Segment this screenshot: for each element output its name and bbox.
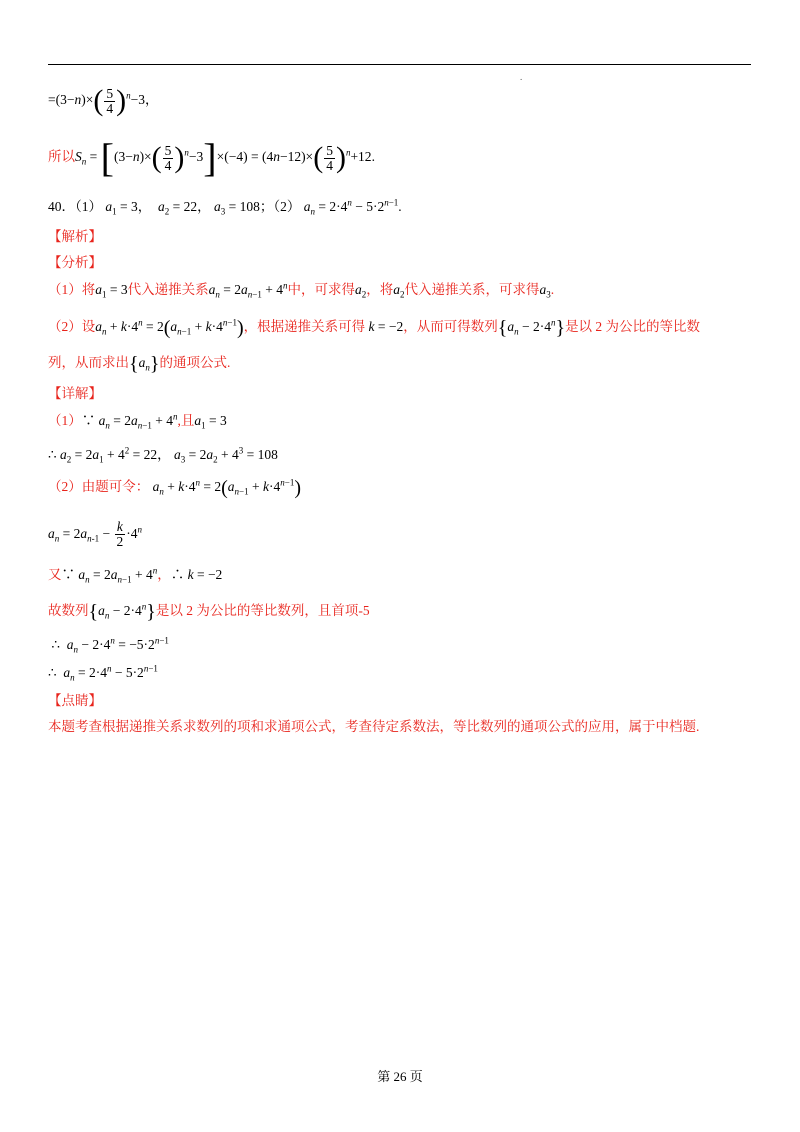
- analysis-1: （1）将$a_1 = 3$代入递推关系$a_n = 2a_{n-1} + 4^n$中，可求得$a_2$，将$a_2$代入递推关系，可求得$a_3$.: [48, 280, 555, 300]
- detail-6: 故数列$\{a_n - 2\cdot 4^n\}$是以 2 为公比的等比数列，且首项-5: [48, 600, 370, 623]
- detail-1: （1）∵ $a_n = 2a_{n-1} + 4^n$,且$a_1 = 3$: [48, 411, 227, 431]
- detail-4: $a_n = 2a_{n-1}$ − $\frac{k}{2}$ $\cdot 4^n$: [48, 519, 142, 549]
- formula-line-1: =(3−n)×( $\frac{5}{4}$ )$^n$−3，: [48, 84, 159, 117]
- comment-text: 本题考查根据递推关系求数列的项和求通项公式，考查待定系数法，等比数列的通项公式的应用，属于中档题.: [48, 719, 700, 734]
- answer-40: 40．（1） $a_1 = 3$， $a_2 = 22$， $a_3 = 108$；（2） $a_n = 2\cdot 4^n - 5\cdot 2^{n-1}$.: [48, 197, 402, 217]
- heading-xiangjie: 【详解】: [48, 386, 102, 401]
- header-rule: [48, 64, 751, 65]
- detail-8: ∴ $a_n = 2\cdot 4^n - 5\cdot 2^{n-1}$: [48, 663, 158, 683]
- header-dot: .: [520, 72, 523, 82]
- heading-fenxi: 【分析】: [48, 255, 102, 270]
- heading-dianjing: 【点睛】: [48, 693, 102, 708]
- page-footer: 第 26 页: [377, 1069, 423, 1084]
- analysis-2: （2）设$a_n + k\cdot 4^n = 2(a_{n-1} + k\cdot 4^{n-1})$，根据递推关系可得 k = −2，从而可得数列$\{a_n - 2\cdot 4^n\}$是以 2 为公比的等比数: [48, 316, 701, 339]
- detail-5: 又∵ $a_n = 2a_{n-1} + 4^n$，∴ k = −2: [48, 565, 223, 585]
- formula-line-2: 所以$S_n = [(3-n)\times$( $\frac{5}{4}$ )$^n$−3]×(−4) = (4n−12)×( $\frac{5}{4}$ )$^n$+12.: [48, 135, 375, 180]
- detail-2: ∴ $a_2 = 2a_1 + 4^2 = 22$， $a_3 = 2a_2 + 4^3 = 108$: [48, 445, 278, 465]
- heading-jiexi: 【解析】: [48, 229, 102, 244]
- analysis-2-cont: 列，从而求出$\{a_n\}$的通项公式.: [48, 352, 231, 375]
- detail-7: ∴ $a_n - 2\cdot 4^n = -5\cdot 2^{n-1}$: [48, 635, 169, 655]
- detail-3: （2）由题可令： $a_n + k\cdot 4^n = 2(a_{n-1} + k\cdot 4^{n-1})$: [48, 476, 301, 499]
